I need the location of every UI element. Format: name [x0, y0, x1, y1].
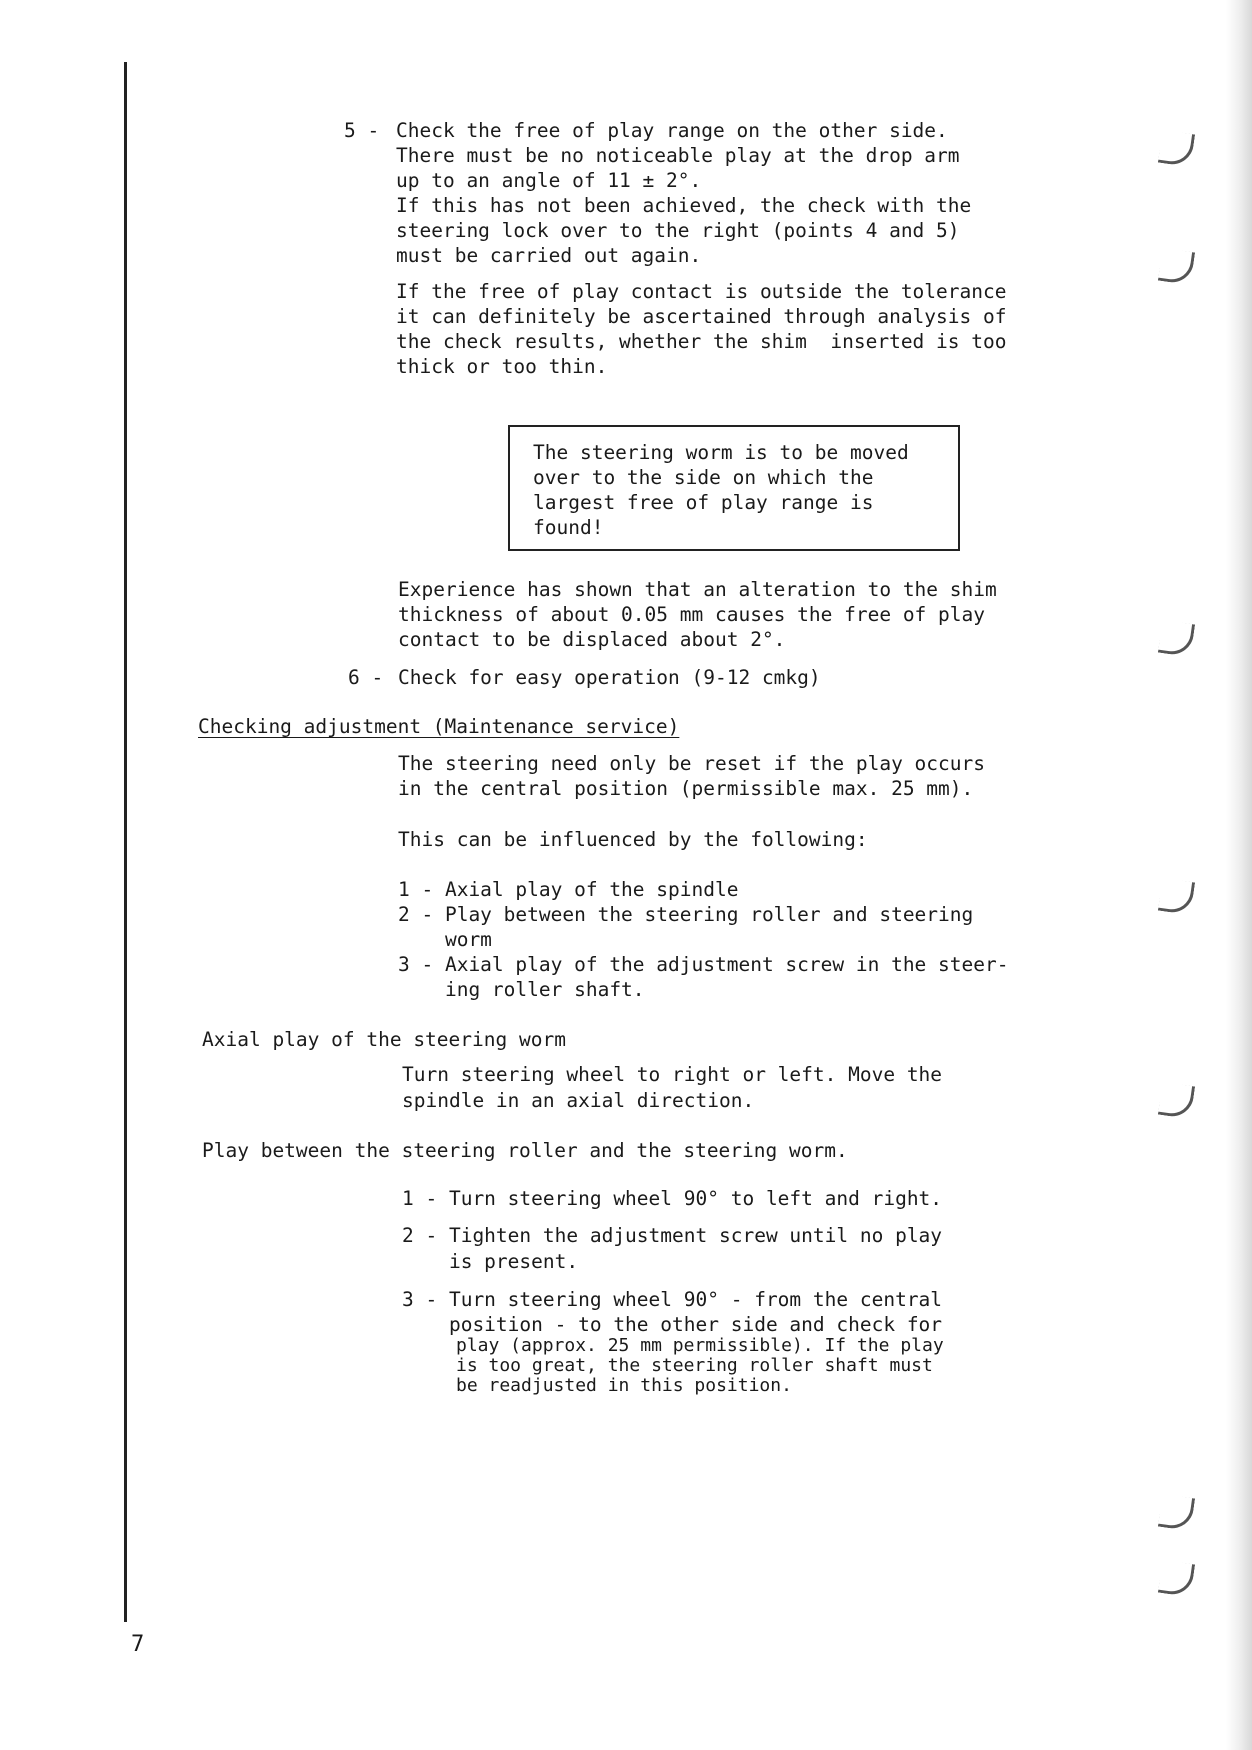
- step5-para2-line: thick or too thin.: [396, 355, 608, 378]
- binder-hole-icon: [1158, 248, 1195, 285]
- experience-line: contact to be displaced about 2°.: [398, 628, 786, 651]
- step5-line: There must be no noticeable play at the drop arm: [396, 144, 960, 167]
- step5-para2-line: it can definitely be ascertained through analysis of: [396, 305, 1007, 328]
- binder-hole-icon: [1158, 620, 1195, 657]
- note-line: The steering worm is to be moved: [533, 441, 909, 464]
- play-item-2: 2 - Tighten the adjustment screw until no play: [402, 1224, 943, 1247]
- step5-para2-line: If the free of play contact is outside the tolerance: [396, 280, 1007, 303]
- checking-item-2-cont: worm: [398, 928, 492, 951]
- checking-item-2: 2 - Play between the steering roller and steering: [398, 903, 974, 926]
- play-item-1: 1 - Turn steering wheel 90° to left and right.: [402, 1187, 943, 1210]
- checking-heading: Checking adjustment (Maintenance service): [198, 715, 680, 738]
- step6-text: Check for easy operation (9-12 cmkg): [398, 666, 821, 689]
- play-item-2-cont: is present.: [402, 1250, 579, 1273]
- checking-item-3: 3 - Axial play of the adjustment screw in the steer-: [398, 953, 1009, 976]
- play-item-3-small: be readjusted in this position.: [456, 1375, 792, 1396]
- experience-line: Experience has shown that an alteration to the shim: [398, 578, 997, 601]
- axial-line: spindle in an axial direction.: [402, 1089, 755, 1112]
- checking-item-1: 1 - Axial play of the spindle: [398, 878, 739, 901]
- binder-hole-icon: [1158, 878, 1195, 915]
- binder-hole-icon: [1158, 130, 1195, 167]
- play-item-3-small: play (approx. 25 mm permissible). If the play: [456, 1335, 944, 1356]
- step5-marker: 5 -: [344, 119, 380, 142]
- note-line: largest free of play range is: [533, 491, 874, 514]
- play-item-3-cont: position - to the other side and check for: [402, 1313, 943, 1336]
- checking-item-3-cont: ing roller shaft.: [398, 978, 645, 1001]
- step5-para2-line: the check results, whether the shim inserted is too: [396, 330, 1007, 353]
- checking-para1-line: in the central position (permissible max. 25 mm).: [398, 777, 974, 800]
- binder-hole-icon: [1158, 1560, 1195, 1597]
- play-item-3: 3 - Turn steering wheel 90° - from the central: [402, 1288, 943, 1311]
- binder-hole-icon: [1158, 1494, 1195, 1531]
- binder-hole-icon: [1158, 1082, 1195, 1119]
- step5-line: must be carried out again.: [396, 244, 702, 267]
- page-edge-shadow: [1226, 0, 1252, 1750]
- step5-line: steering lock over to the right (points 4 and 5): [396, 219, 960, 242]
- checking-para1-line: The steering need only be reset if the play occurs: [398, 752, 985, 775]
- step5-line: up to an angle of 11 ± 2°.: [396, 169, 702, 192]
- axial-heading: Axial play of the steering worm: [202, 1028, 566, 1051]
- experience-line: thickness of about 0.05 mm causes the free of play: [398, 603, 985, 626]
- axial-line: Turn steering wheel to right or left. Move the: [402, 1063, 943, 1086]
- step5-line: If this has not been achieved, the check with the: [396, 194, 972, 217]
- step5-line: Check the free of play range on the other side.: [396, 119, 948, 142]
- checking-para2: This can be influenced by the following:: [398, 828, 868, 851]
- margin-rule: [124, 62, 127, 1622]
- step6-marker: 6 -: [348, 666, 384, 689]
- play-heading: Play between the steering roller and the steering worm.: [202, 1139, 848, 1162]
- play-item-3-small: is too great, the steering roller shaft must: [456, 1355, 933, 1376]
- note-line: found!: [533, 516, 604, 539]
- page-number: 7: [131, 1632, 145, 1657]
- note-line: over to the side on which the: [533, 466, 874, 489]
